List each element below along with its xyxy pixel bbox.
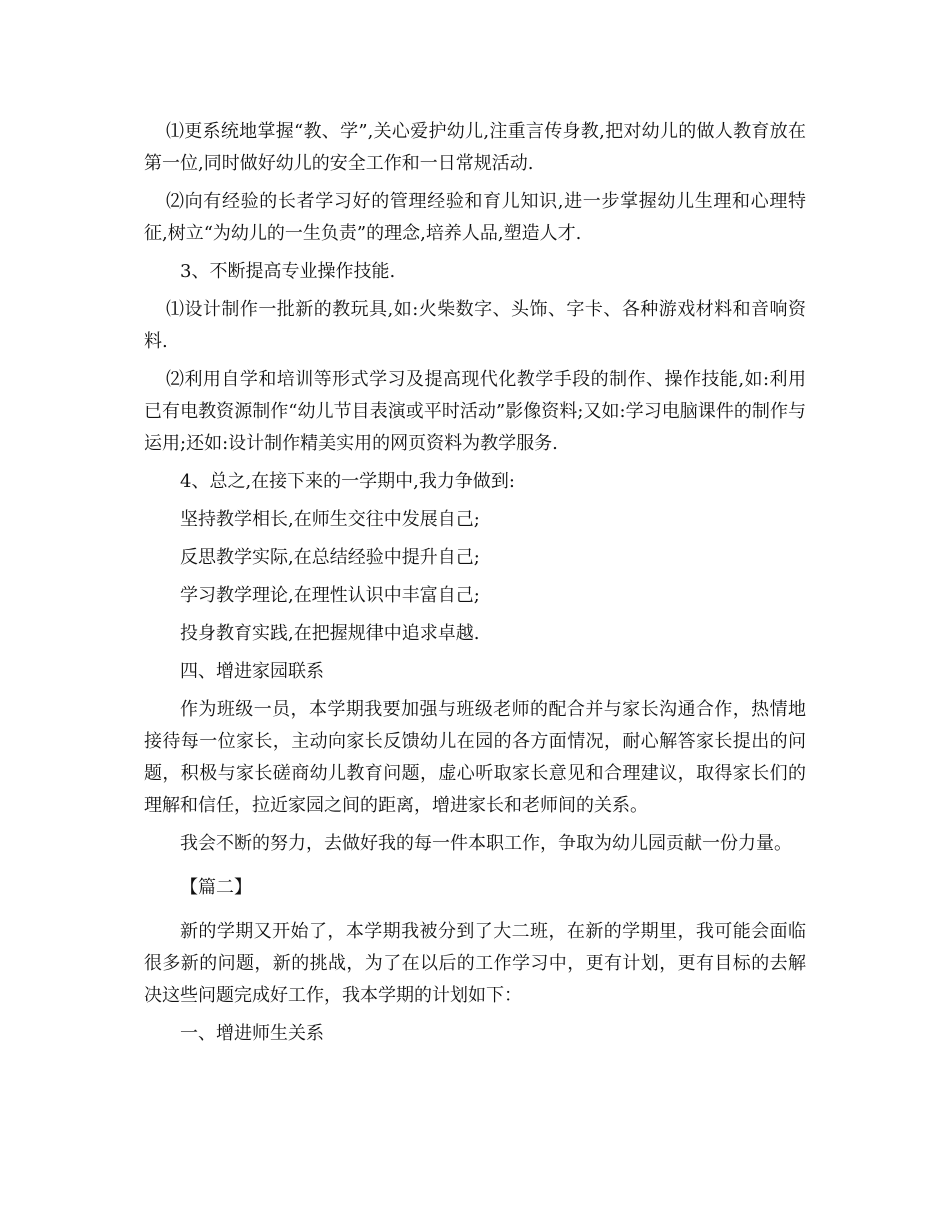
paragraph-new-term: 新的学期又开始了，本学期我被分到了大二班，在新的学期里，我可能会面临很多新的问题，新的挑战，为了在以后的工作学习中，更有计划，更有目标的去解决这些问题完成好工作，我本学期的计划如下：: [144, 921, 806, 1006]
goal-line-1: 坚持教学相长,在师生交往中发展自己;: [180, 509, 480, 530]
goal-line-4: 投身教育实践,在把握规律中追求卓越.: [180, 623, 480, 644]
paragraph-1: ⑴更系统地掌握“教、学”,关心爱护幼儿,注重言传身教,把对幼儿的做人教育放在第一位,同时做好幼儿的安全工作和一日常规活动.: [144, 121, 806, 174]
section-heading-family: 四、增进家园联系: [180, 661, 324, 682]
paragraph-4: ⑵利用自学和培训等形式学习及提高现代化教学手段的制作、操作技能,如:利用已有电教资源制作“幼儿节目表演或平时活动”影像资料;又如:学习电脑课件的制作与运用;还如:设计制作精美实用的网页资料为教学服务.: [144, 369, 806, 454]
section-title-part-two: 【篇二】: [180, 877, 252, 898]
spacer: [144, 860, 806, 872]
goal-line-2: 反思教学实际,在总结经验中提升自己;: [180, 547, 480, 568]
section-heading-4: 4、总之,在接下来的一学期中,我力争做到:: [180, 471, 515, 492]
spacer: [144, 904, 806, 916]
goal-line-3: 学习教学理论,在理性认识中丰富自己;: [180, 585, 480, 606]
document-page: [144, 116, 806, 1050]
paragraph-family: 作为班级一员，本学期我要加强与班级老师的配合并与家长沟通合作，热情地接待每一位家长，主动向家长反馈幼儿在园的各方面情况，耐心解答家长提出的问题，积极与家长磋商幼儿教育问题，虚心听取家长意见和合理建议，取得家长们的理解和信任，拉近家园之间的距离，增进家长和老师间的关系。: [144, 699, 806, 816]
section-heading-teacher-student: 一、增进师生关系: [180, 1023, 324, 1044]
paragraph-2: ⑵向有经验的长者学习好的管理经验和育儿知识,进一步掌握幼儿生理和心理特征,树立“为幼儿的一生负责”的理念,培养人品,塑造人才.: [144, 191, 806, 244]
paragraph-closing: 我会不断的努力，去做好我的每一件本职工作，争取为幼儿园贡献一份力量。: [180, 833, 792, 854]
paragraph-3: ⑴设计制作一批新的教玩具,如:火柴数字、头饰、字卡、各种游戏材料和音响资料.: [144, 299, 806, 352]
section-heading-3: 3、不断提高专业操作技能.: [180, 261, 396, 282]
